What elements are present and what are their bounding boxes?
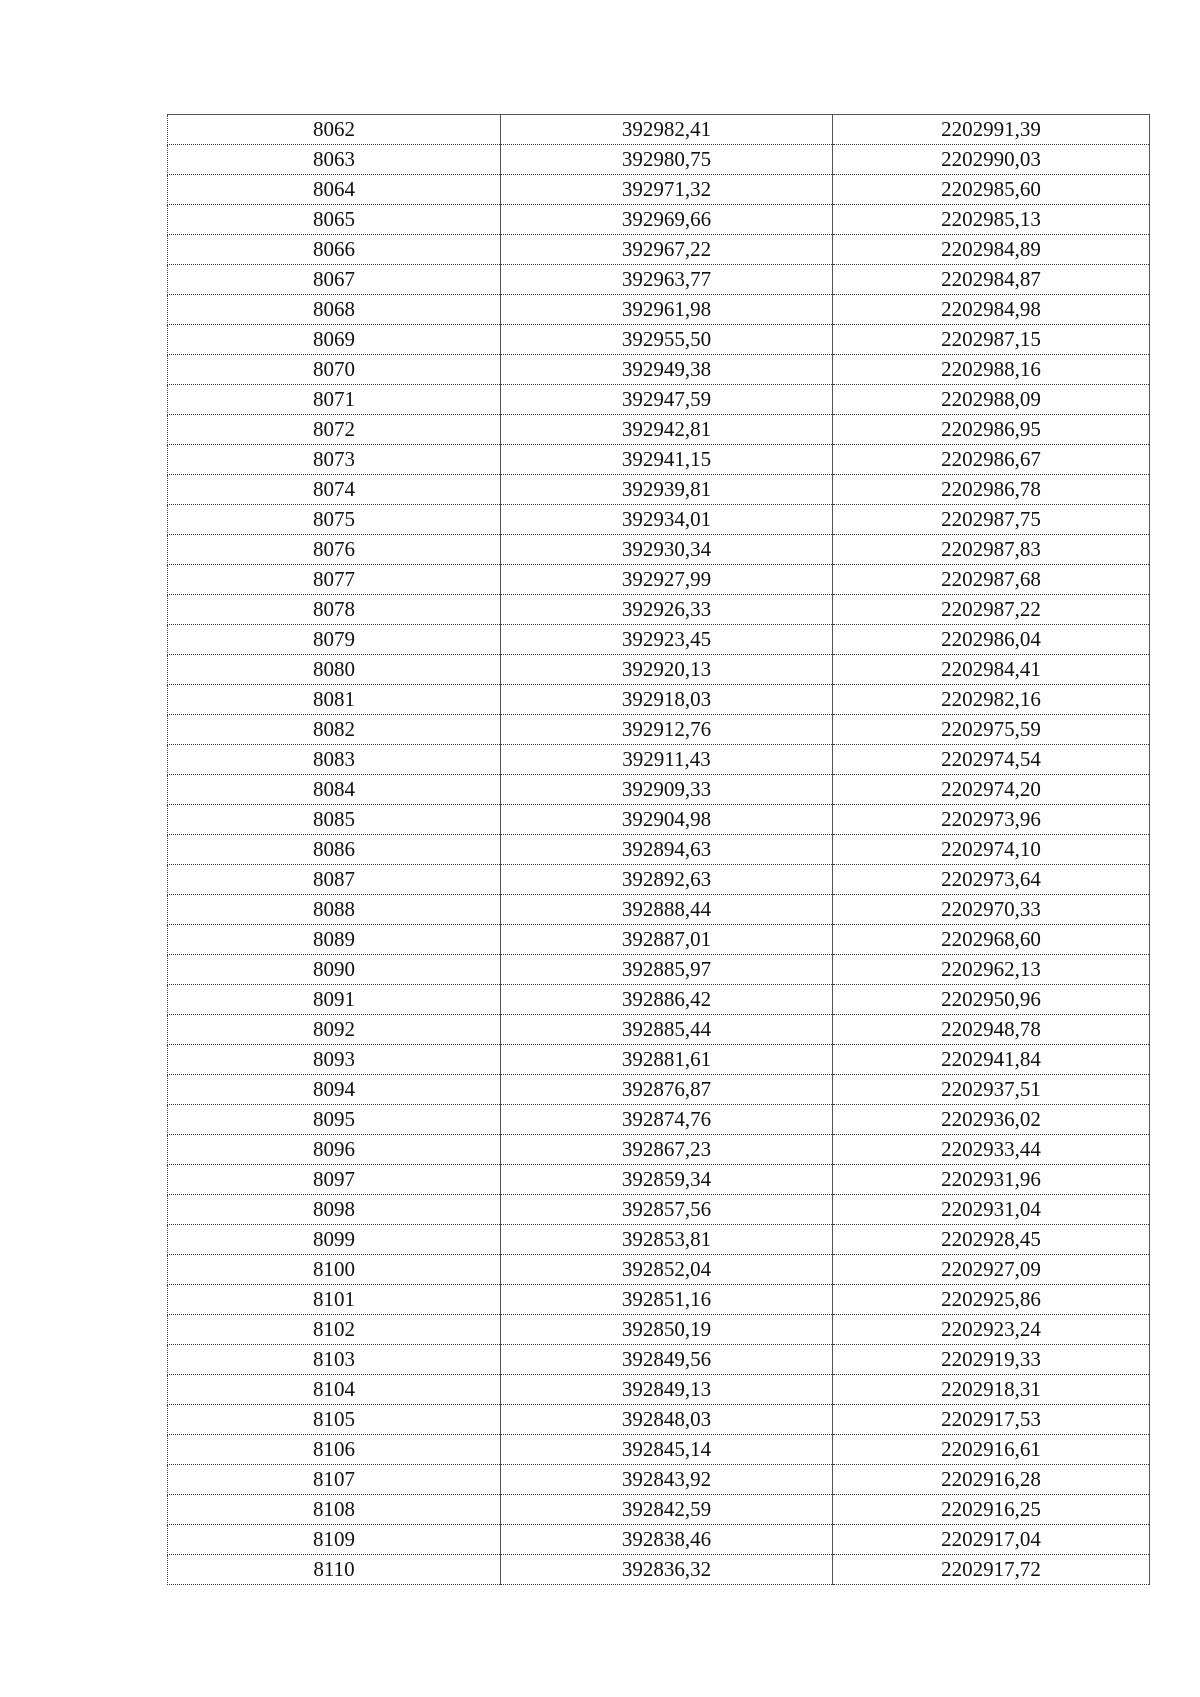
table-row xyxy=(168,1405,1150,1435)
point-number-cell: 8108 xyxy=(168,1495,501,1525)
point-number-cell: 8084 xyxy=(168,775,501,805)
table-row xyxy=(168,1075,1150,1105)
point-number-cell: 8105 xyxy=(168,1405,501,1435)
y-coordinate-cell: 2202962,13 xyxy=(833,955,1150,985)
table-row xyxy=(168,1315,1150,1345)
point-number-cell: 8081 xyxy=(168,685,501,715)
y-coordinate-cell: 2202916,28 xyxy=(833,1465,1150,1495)
table-row xyxy=(168,115,1150,145)
x-coordinate-cell: 392842,59 xyxy=(501,1495,833,1525)
point-number-cell: 8094 xyxy=(168,1075,501,1105)
x-coordinate-cell: 392892,63 xyxy=(501,865,833,895)
table-row xyxy=(168,475,1150,505)
point-number-cell: 8073 xyxy=(168,445,501,475)
y-coordinate-cell: 2202982,16 xyxy=(833,685,1150,715)
y-coordinate-cell: 2202987,75 xyxy=(833,505,1150,535)
y-coordinate-cell: 2202917,53 xyxy=(833,1405,1150,1435)
y-coordinate-cell: 2202968,60 xyxy=(833,925,1150,955)
x-coordinate-cell: 392963,77 xyxy=(501,265,833,295)
y-coordinate-cell: 2202986,78 xyxy=(833,475,1150,505)
y-coordinate-cell: 2202923,24 xyxy=(833,1315,1150,1345)
point-number-cell: 8104 xyxy=(168,1375,501,1405)
point-number-cell: 8102 xyxy=(168,1315,501,1345)
table-row xyxy=(168,385,1150,415)
table-row xyxy=(168,535,1150,565)
table-row xyxy=(168,355,1150,385)
x-coordinate-cell: 392920,13 xyxy=(501,655,833,685)
y-coordinate-cell: 2202916,61 xyxy=(833,1435,1150,1465)
point-number-cell: 8107 xyxy=(168,1465,501,1495)
point-number-cell: 8086 xyxy=(168,835,501,865)
point-number-cell: 8072 xyxy=(168,415,501,445)
y-coordinate-cell: 2202984,41 xyxy=(833,655,1150,685)
point-number-cell: 8103 xyxy=(168,1345,501,1375)
y-coordinate-cell: 2202986,95 xyxy=(833,415,1150,445)
point-number-cell: 8075 xyxy=(168,505,501,535)
y-coordinate-cell: 2202987,15 xyxy=(833,325,1150,355)
x-coordinate-cell: 392885,44 xyxy=(501,1015,833,1045)
point-number-cell: 8092 xyxy=(168,1015,501,1045)
y-coordinate-cell: 2202974,10 xyxy=(833,835,1150,865)
y-coordinate-cell: 2202974,20 xyxy=(833,775,1150,805)
table-row xyxy=(168,1225,1150,1255)
point-number-cell: 8089 xyxy=(168,925,501,955)
table-row xyxy=(168,235,1150,265)
x-coordinate-cell: 392982,41 xyxy=(501,115,833,145)
x-coordinate-cell: 392849,13 xyxy=(501,1375,833,1405)
point-number-cell: 8065 xyxy=(168,205,501,235)
point-number-cell: 8098 xyxy=(168,1195,501,1225)
point-number-cell: 8095 xyxy=(168,1105,501,1135)
y-coordinate-cell: 2202987,68 xyxy=(833,565,1150,595)
x-coordinate-cell: 392887,01 xyxy=(501,925,833,955)
table-row xyxy=(168,1525,1150,1555)
table-row xyxy=(168,685,1150,715)
point-number-cell: 8106 xyxy=(168,1435,501,1465)
point-number-cell: 8079 xyxy=(168,625,501,655)
point-number-cell: 8090 xyxy=(168,955,501,985)
x-coordinate-cell: 392911,43 xyxy=(501,745,833,775)
table-row xyxy=(168,295,1150,325)
x-coordinate-cell: 392930,34 xyxy=(501,535,833,565)
table-row xyxy=(168,565,1150,595)
point-number-cell: 8063 xyxy=(168,145,501,175)
table-row xyxy=(168,805,1150,835)
x-coordinate-cell: 392947,59 xyxy=(501,385,833,415)
coordinates-table xyxy=(167,114,1150,1585)
y-coordinate-cell: 2202970,33 xyxy=(833,895,1150,925)
x-coordinate-cell: 392838,46 xyxy=(501,1525,833,1555)
table-row xyxy=(168,1015,1150,1045)
point-number-cell: 8085 xyxy=(168,805,501,835)
point-number-cell: 8100 xyxy=(168,1255,501,1285)
y-coordinate-cell: 2202984,98 xyxy=(833,295,1150,325)
point-number-cell: 8074 xyxy=(168,475,501,505)
x-coordinate-cell: 392942,81 xyxy=(501,415,833,445)
table-row xyxy=(168,865,1150,895)
point-number-cell: 8067 xyxy=(168,265,501,295)
y-coordinate-cell: 2202925,86 xyxy=(833,1285,1150,1315)
coordinates-table-body xyxy=(168,115,1150,1585)
x-coordinate-cell: 392980,75 xyxy=(501,145,833,175)
x-coordinate-cell: 392969,66 xyxy=(501,205,833,235)
x-coordinate-cell: 392845,14 xyxy=(501,1435,833,1465)
x-coordinate-cell: 392912,76 xyxy=(501,715,833,745)
x-coordinate-cell: 392876,87 xyxy=(501,1075,833,1105)
table-row xyxy=(168,1045,1150,1075)
table-row xyxy=(168,265,1150,295)
y-coordinate-cell: 2202987,83 xyxy=(833,535,1150,565)
table-row xyxy=(168,1285,1150,1315)
point-number-cell: 8066 xyxy=(168,235,501,265)
y-coordinate-cell: 2202986,67 xyxy=(833,445,1150,475)
y-coordinate-cell: 2202984,89 xyxy=(833,235,1150,265)
y-coordinate-cell: 2202950,96 xyxy=(833,985,1150,1015)
point-number-cell: 8077 xyxy=(168,565,501,595)
x-coordinate-cell: 392852,04 xyxy=(501,1255,833,1285)
table-row xyxy=(168,1345,1150,1375)
table-row xyxy=(168,925,1150,955)
table-row xyxy=(168,1555,1150,1585)
point-number-cell: 8099 xyxy=(168,1225,501,1255)
table-row xyxy=(168,205,1150,235)
y-coordinate-cell: 2202917,72 xyxy=(833,1555,1150,1585)
y-coordinate-cell: 2202986,04 xyxy=(833,625,1150,655)
table-row xyxy=(168,595,1150,625)
y-coordinate-cell: 2202936,02 xyxy=(833,1105,1150,1135)
x-coordinate-cell: 392927,99 xyxy=(501,565,833,595)
x-coordinate-cell: 392849,56 xyxy=(501,1345,833,1375)
y-coordinate-cell: 2202984,87 xyxy=(833,265,1150,295)
y-coordinate-cell: 2202973,64 xyxy=(833,865,1150,895)
x-coordinate-cell: 392941,15 xyxy=(501,445,833,475)
point-number-cell: 8071 xyxy=(168,385,501,415)
y-coordinate-cell: 2202990,03 xyxy=(833,145,1150,175)
point-number-cell: 8062 xyxy=(168,115,501,145)
x-coordinate-cell: 392874,76 xyxy=(501,1105,833,1135)
table-row xyxy=(168,985,1150,1015)
y-coordinate-cell: 2202927,09 xyxy=(833,1255,1150,1285)
x-coordinate-cell: 392881,61 xyxy=(501,1045,833,1075)
x-coordinate-cell: 392843,92 xyxy=(501,1465,833,1495)
x-coordinate-cell: 392904,98 xyxy=(501,805,833,835)
y-coordinate-cell: 2202973,96 xyxy=(833,805,1150,835)
point-number-cell: 8097 xyxy=(168,1165,501,1195)
x-coordinate-cell: 392885,97 xyxy=(501,955,833,985)
table-row xyxy=(168,325,1150,355)
point-number-cell: 8076 xyxy=(168,535,501,565)
y-coordinate-cell: 2202916,25 xyxy=(833,1495,1150,1525)
point-number-cell: 8068 xyxy=(168,295,501,325)
y-coordinate-cell: 2202931,96 xyxy=(833,1165,1150,1195)
x-coordinate-cell: 392955,50 xyxy=(501,325,833,355)
table-row xyxy=(168,1165,1150,1195)
y-coordinate-cell: 2202919,33 xyxy=(833,1345,1150,1375)
x-coordinate-cell: 392926,33 xyxy=(501,595,833,625)
x-coordinate-cell: 392850,19 xyxy=(501,1315,833,1345)
table-row xyxy=(168,1105,1150,1135)
point-number-cell: 8110 xyxy=(168,1555,501,1585)
y-coordinate-cell: 2202975,59 xyxy=(833,715,1150,745)
x-coordinate-cell: 392967,22 xyxy=(501,235,833,265)
point-number-cell: 8109 xyxy=(168,1525,501,1555)
x-coordinate-cell: 392961,98 xyxy=(501,295,833,325)
table-row xyxy=(168,895,1150,925)
x-coordinate-cell: 392939,81 xyxy=(501,475,833,505)
table-row xyxy=(168,1135,1150,1165)
point-number-cell: 8082 xyxy=(168,715,501,745)
y-coordinate-cell: 2202928,45 xyxy=(833,1225,1150,1255)
table-row xyxy=(168,625,1150,655)
point-number-cell: 8064 xyxy=(168,175,501,205)
y-coordinate-cell: 2202988,16 xyxy=(833,355,1150,385)
table-row xyxy=(168,955,1150,985)
y-coordinate-cell: 2202937,51 xyxy=(833,1075,1150,1105)
table-row xyxy=(168,655,1150,685)
point-number-cell: 8088 xyxy=(168,895,501,925)
point-number-cell: 8080 xyxy=(168,655,501,685)
point-number-cell: 8093 xyxy=(168,1045,501,1075)
x-coordinate-cell: 392851,16 xyxy=(501,1285,833,1315)
y-coordinate-cell: 2202941,84 xyxy=(833,1045,1150,1075)
point-number-cell: 8087 xyxy=(168,865,501,895)
y-coordinate-cell: 2202917,04 xyxy=(833,1525,1150,1555)
x-coordinate-cell: 392934,01 xyxy=(501,505,833,535)
x-coordinate-cell: 392909,33 xyxy=(501,775,833,805)
y-coordinate-cell: 2202933,44 xyxy=(833,1135,1150,1165)
point-number-cell: 8091 xyxy=(168,985,501,1015)
y-coordinate-cell: 2202987,22 xyxy=(833,595,1150,625)
table-row xyxy=(168,175,1150,205)
x-coordinate-cell: 392918,03 xyxy=(501,685,833,715)
y-coordinate-cell: 2202974,54 xyxy=(833,745,1150,775)
table-row xyxy=(168,1375,1150,1405)
point-number-cell: 8078 xyxy=(168,595,501,625)
table-row xyxy=(168,1435,1150,1465)
point-number-cell: 8096 xyxy=(168,1135,501,1165)
point-number-cell: 8101 xyxy=(168,1285,501,1315)
x-coordinate-cell: 392888,44 xyxy=(501,895,833,925)
point-number-cell: 8083 xyxy=(168,745,501,775)
y-coordinate-cell: 2202985,13 xyxy=(833,205,1150,235)
table-row xyxy=(168,1195,1150,1225)
x-coordinate-cell: 392894,63 xyxy=(501,835,833,865)
point-number-cell: 8070 xyxy=(168,355,501,385)
x-coordinate-cell: 392923,45 xyxy=(501,625,833,655)
x-coordinate-cell: 392949,38 xyxy=(501,355,833,385)
x-coordinate-cell: 392867,23 xyxy=(501,1135,833,1165)
table-row xyxy=(168,715,1150,745)
y-coordinate-cell: 2202948,78 xyxy=(833,1015,1150,1045)
table-row xyxy=(168,145,1150,175)
table-row xyxy=(168,1495,1150,1525)
table-row xyxy=(168,415,1150,445)
y-coordinate-cell: 2202918,31 xyxy=(833,1375,1150,1405)
x-coordinate-cell: 392886,42 xyxy=(501,985,833,1015)
x-coordinate-cell: 392859,34 xyxy=(501,1165,833,1195)
y-coordinate-cell: 2202985,60 xyxy=(833,175,1150,205)
table-row xyxy=(168,745,1150,775)
point-number-cell: 8069 xyxy=(168,325,501,355)
table-row xyxy=(168,1465,1150,1495)
x-coordinate-cell: 392836,32 xyxy=(501,1555,833,1585)
y-coordinate-cell: 2202988,09 xyxy=(833,385,1150,415)
table-row xyxy=(168,505,1150,535)
table-row xyxy=(168,1255,1150,1285)
table-row xyxy=(168,775,1150,805)
y-coordinate-cell: 2202991,39 xyxy=(833,115,1150,145)
y-coordinate-cell: 2202931,04 xyxy=(833,1195,1150,1225)
table-row xyxy=(168,835,1150,865)
x-coordinate-cell: 392971,32 xyxy=(501,175,833,205)
x-coordinate-cell: 392848,03 xyxy=(501,1405,833,1435)
x-coordinate-cell: 392857,56 xyxy=(501,1195,833,1225)
table-row xyxy=(168,445,1150,475)
x-coordinate-cell: 392853,81 xyxy=(501,1225,833,1255)
